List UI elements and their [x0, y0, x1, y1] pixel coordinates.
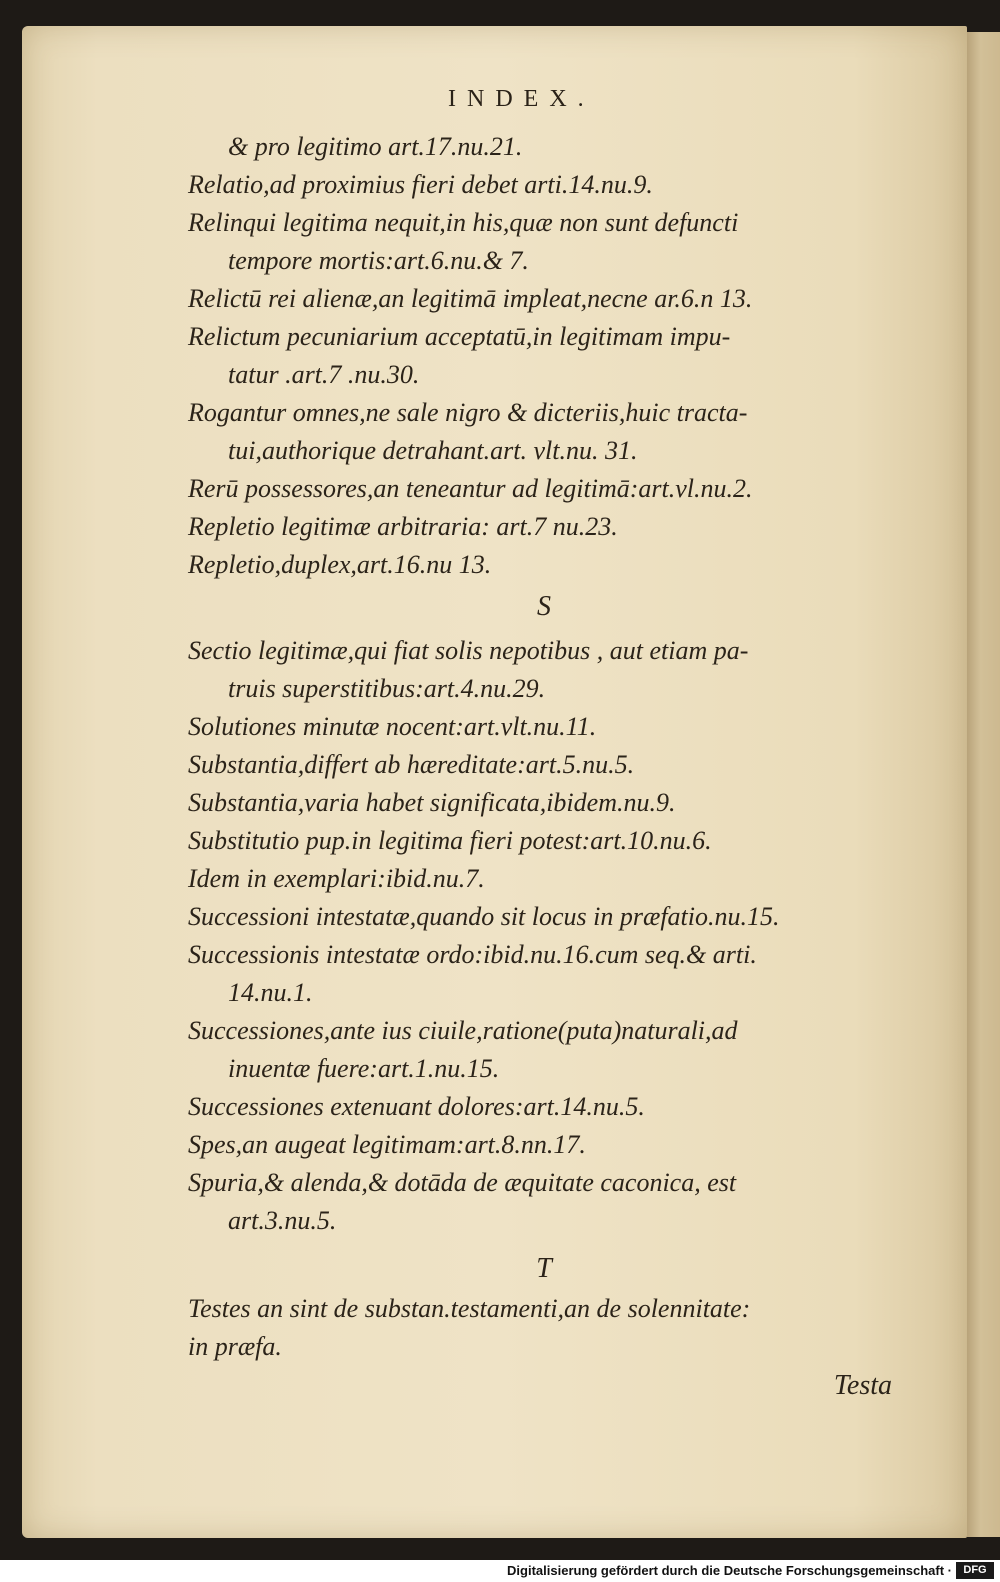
index-entry: Rerū possessores,an teneantur ad legitimā:art.vl.nu.2.: [188, 474, 753, 503]
index-entry: tui,authorique detrahant.art. vlt.nu. 31.: [228, 436, 638, 465]
index-entry: Idem in exemplari:ibid.nu.7.: [188, 864, 485, 893]
index-entry: Successionis intestatæ ordo:ibid.nu.16.cum seq.& arti.: [188, 940, 757, 969]
section-letter-t: T: [536, 1253, 552, 1284]
index-entry: Successioni intestatæ,quando sit locus in præfatio.nu.15.: [188, 902, 780, 931]
index-entry: 14.nu.1.: [228, 978, 313, 1007]
index-entry: Rogantur omnes,ne sale nigro & dicteriis,huic tracta-: [188, 398, 748, 427]
funding-credit: Digitalisierung gefördert durch die Deutsche Forschungsgemeinschaft ·: [507, 1563, 952, 1578]
index-entry: Spes,an augeat legitimam:art.8.nn.17.: [188, 1130, 586, 1159]
index-entry: Relictum pecuniarium acceptatū,in legitimam impu-: [188, 322, 731, 351]
index-block-t: [188, 1290, 900, 1366]
index-entry: & pro legitimo art.17.nu.21.: [228, 132, 523, 161]
index-entry: Testes an sint de substan.testamenti,an de solennitate:: [188, 1294, 751, 1323]
index-entry: in præfa.: [188, 1332, 282, 1361]
index-block-s: [188, 632, 900, 1240]
index-entry: Repletio legitimæ arbitraria: art.7 nu.23.: [188, 512, 618, 541]
page-header: INDEX.: [448, 86, 595, 112]
index-entry: Successiones,ante ius ciuile,ratione(puta)naturali,ad: [188, 1016, 738, 1045]
index-entry: Relictū rei alienæ,an legitimā impleat,necne ar.6.n 13.: [188, 284, 753, 313]
index-entry: art.3.nu.5.: [228, 1206, 337, 1235]
footer-bar: [0, 1560, 1000, 1582]
index-entry: inuentæ fuere:art.1.nu.15.: [228, 1054, 500, 1083]
index-entry: Substitutio pup.in legitima fieri potest:art.10.nu.6.: [188, 826, 712, 855]
index-entry: Solutiones minutæ nocent:art.vlt.nu.11.: [188, 712, 597, 741]
index-entry: Relatio,ad proximius fieri debet arti.14.nu.9.: [188, 170, 653, 199]
index-block-r: [188, 128, 900, 584]
index-entry: Substantia,varia habet significata,ibidem.nu.9.: [188, 788, 676, 817]
index-entry: tatur .art.7 .nu.30.: [228, 360, 420, 389]
catchword: Testa: [833, 1370, 892, 1401]
index-entry: Successiones extenuant dolores:art.14.nu.5.: [188, 1092, 645, 1121]
index-entry: Relinqui legitima nequit,in his,quæ non sunt defuncti: [188, 208, 739, 237]
index-entry: Substantia,differt ab hæreditate:art.5.nu.5.: [188, 750, 635, 779]
index-entry: Sectio legitimæ,qui fiat solis nepotibus , aut etiam pa-: [188, 636, 749, 665]
index-entry: truis superstitibus:art.4.nu.29.: [228, 674, 546, 703]
index-entry: Spuria,& alenda,& dotāda de æquitate caconica, est: [188, 1168, 737, 1197]
facing-page-edge: [967, 32, 1000, 1537]
index-entry: tempore mortis:art.6.nu.& 7.: [228, 246, 529, 275]
section-letter-s: S: [537, 591, 551, 622]
index-entry: Repletio,duplex,art.16.nu 13.: [188, 550, 492, 579]
dfg-logo-icon: DFG: [956, 1562, 994, 1579]
